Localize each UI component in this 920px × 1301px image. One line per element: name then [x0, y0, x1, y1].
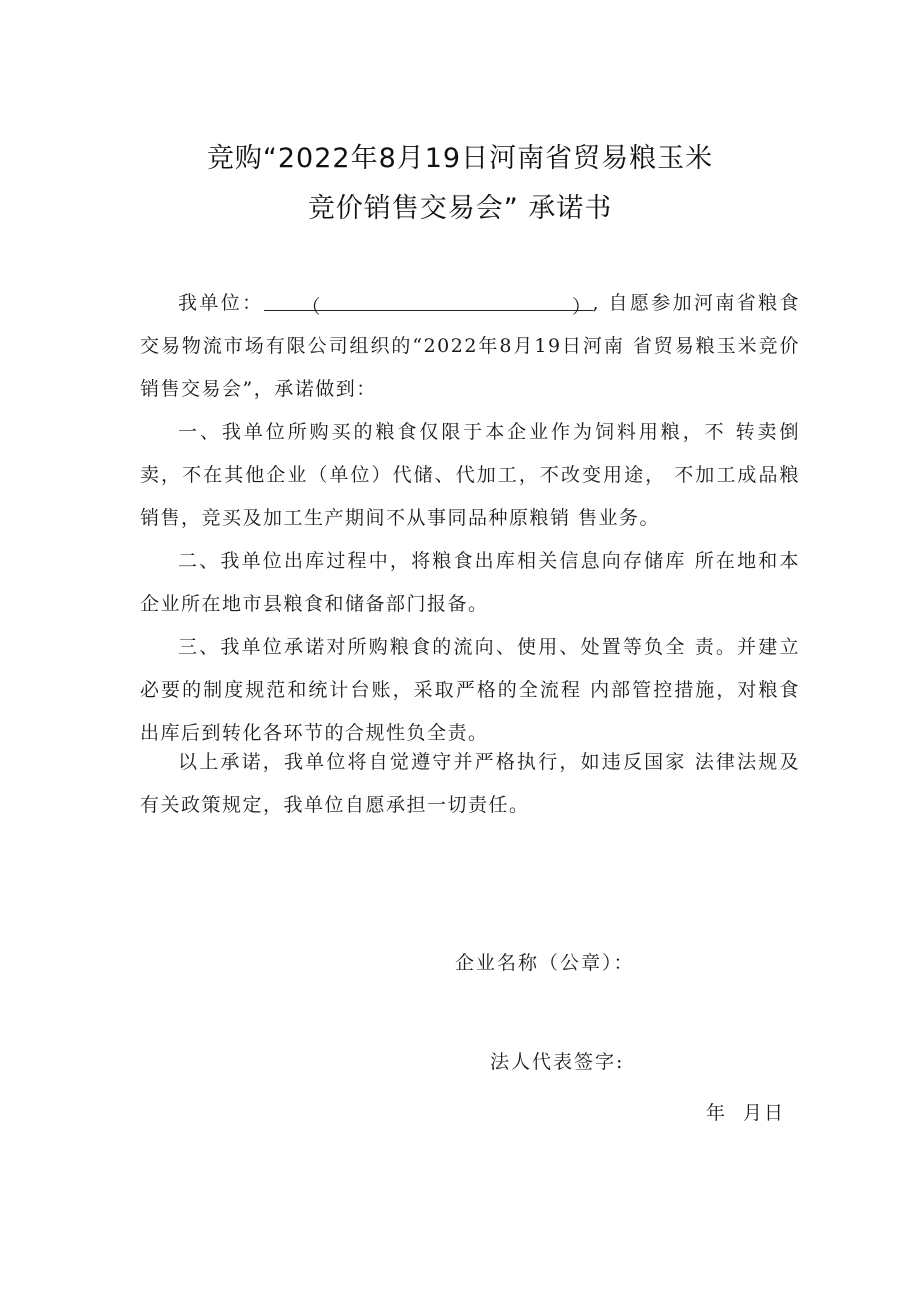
commitment-item-3: [140, 626, 800, 755]
commitment-closing: [140, 741, 800, 827]
commitment-text-4: 以上承诺，我单位将自觉遵守并严格执行，如违反国家 法律法规及有关政策规定，我单位自愿承担一切责任。: [140, 751, 800, 816]
unit-name-field[interactable]: [264, 286, 593, 318]
date-label: 年 月日: [706, 1102, 786, 1124]
intro-prefix: 我单位：: [178, 292, 264, 314]
legal-representative-signature-label: 法人代表签字:: [490, 1051, 625, 1073]
company-seal-label: 企业名称（公章）：: [455, 952, 635, 974]
close-paren: ）: [572, 296, 593, 318]
commitment-item-2: [140, 540, 800, 626]
open-paren: （: [301, 296, 323, 318]
intro-paragraph: [140, 282, 800, 411]
commitment-text-2: 二、我单位出库过程中，将粮食出库相关信息向存储库 所在地和本企业所在地市县粮食和储备部门报备。: [140, 550, 800, 615]
commitment-item-1: [140, 411, 800, 540]
commitment-text-1: 一、我单位所购买的粮食仅限于本企业作为饲料用粮，不 转卖倒卖，不在其他企业（单位）代储、代加工，不改变用途， 不加工成品粮销售，竞买及加工生产期间不从事同品种原粮销 售业务。: [140, 421, 800, 529]
document-title-line-1: 竞购“2022年8月19日河南省贸易粮玉米: [206, 143, 714, 174]
intro-suffix: , 自愿参加河南省粮食交易物流市场有限公司组织的“2022年8月19日河南 省贸易粮玉米竞价销售交易会”，承诺做到：: [140, 292, 800, 400]
commitment-text-3: 三、我单位承诺对所购粮食的流向、使用、处置等负全 责。并建立必要的制度规范和统计台账，采取严格的全流程 内部管控措施，对粮食出库后到转化各环节的合规性负全责。: [140, 636, 800, 744]
document-title-line-2: 竞价销售交易会” 承诺书: [307, 193, 613, 224]
